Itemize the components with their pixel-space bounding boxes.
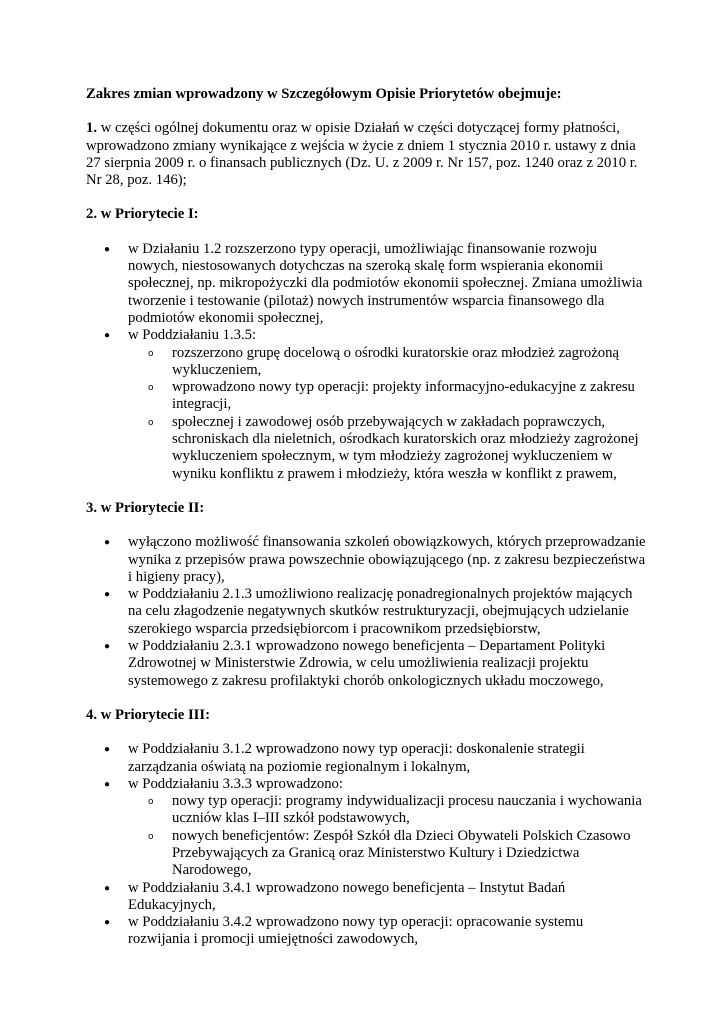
document-title: Zakres zmian wprowadzony w Szczegółowym Opisie Priorytetów obejmuje:: [86, 86, 562, 102]
section-4-heading: 4. w Priorytecie III:: [86, 706, 210, 723]
sublist-item-text: nowy typ operacji: programy indywidualizacji procesu nauczania i wychowania uczniów klas I–III szkół podstawowych,: [172, 793, 642, 827]
list-item-text: w Poddziałaniu 2.1.3 umożliwiono realizację ponadregionalnych projektów mających na celu złagodzenie negatywnych skutków restrukturyzacji, obejmujących udzielanie szerokiego wsparcia przedsiębiorcom i pracownikom przedsiębiorstw,: [128, 586, 633, 637]
list-item-text: w Poddziałaniu 3.4.2 wprowadzono nowy typ operacji: opracowanie systemu rozwijania i promocji umiejętności zawodowych,: [128, 914, 584, 948]
section-2-heading: 2. w Priorytecie I:: [86, 206, 199, 223]
section-2-list: [86, 241, 646, 483]
list-item: [86, 880, 646, 915]
section-4-list: [86, 741, 646, 949]
bullet-icon: ●: [104, 243, 111, 255]
section-4-sublist: [128, 793, 646, 879]
list-item: [86, 741, 646, 776]
circle-bullet-icon: o: [148, 417, 154, 428]
list-item-text: w Działaniu 1.2 rozszerzono typy operacji, umożliwiając finansowanie rozwoju nowych, niestosowanych dotychczas na szeroką skalę form wspierania ekonomii społecznej, np. mikropożyczki dla podmiotów ekonomii społecznej. Zmiana umożliwia tworzenie i testowanie (pilotaż) nowych instrumentów wsparcia finansowego dla podmiotów ekonomii społecznej,: [128, 240, 643, 326]
sublist-item: [128, 379, 646, 414]
sublist-item: [128, 345, 646, 380]
sublist-item-text: nowych beneficjentów: Zespół Szkół dla Dzieci Obywateli Polskich Czasowo Przebywających za Granicą oraz Ministerstwo Kultury i Dziedzictwa Narodowego,: [172, 827, 631, 879]
document-page: [86, 86, 646, 949]
sublist-item-text: wprowadzono nowy typ operacji: projekty informacyjno-edukacyjne z zakresu integracji,: [172, 379, 635, 413]
bullet-icon: ●: [104, 917, 111, 929]
bullet-icon: ●: [104, 641, 111, 653]
list-item-text: wyłączono możliwość finansowania szkoleń obowiązkowych, których przeprowadzanie wynika z przepisów prawa powszechnie obowiązującego (np. z zakresu bezpieczeństwa i higieny pracy),: [128, 534, 646, 585]
sublist-item: [128, 793, 646, 828]
sublist-item: [128, 828, 646, 880]
circle-bullet-icon: o: [148, 383, 154, 394]
list-item-text: w Poddziałaniu 3.3.3 wprowadzono:: [128, 775, 343, 792]
circle-bullet-icon: o: [148, 348, 154, 359]
bullet-icon: ●: [104, 330, 111, 342]
bullet-icon: ●: [104, 882, 111, 894]
list-item: [86, 327, 646, 483]
bullet-icon: ●: [104, 744, 111, 756]
sublist-item-text: rozszerzono grupę docelową o ośrodki kuratorskie oraz młodzież zagrożoną wykluczeniem,: [172, 344, 619, 378]
list-item-text: w Poddziałaniu 2.3.1 wprowadzono nowego beneficjenta – Departament Polityki Zdrowotnej w Ministerstwie Zdrowia, w celu umożliwienia realizacji projektu systemowego z zakresu profilaktyki chorób onkologicznych układu moczowego,: [128, 638, 606, 689]
list-item: [86, 586, 646, 638]
list-item: [86, 241, 646, 327]
section-3-list: [86, 534, 646, 690]
sublist-item: [128, 414, 646, 483]
paragraph-1-number: 1.: [86, 120, 98, 137]
list-item: [86, 638, 646, 690]
circle-bullet-icon: o: [148, 797, 154, 808]
list-item: [86, 914, 646, 949]
list-item: [86, 534, 646, 586]
sublist-item-text: społecznej i zawodowej osób przebywających w zakładach poprawczych, schroniskach dla nieletnich, ośrodkach kuratorskich oraz młodzieży zagrożonej wykluczeniem społecznym, w tym młodzieży zagrożonej wykluczeniem w wyniku konfliktu z prawem i młodzieży, która weszła w konflikt z prawem,: [172, 413, 639, 482]
paragraph-1-text: w części ogólnej dokumentu oraz w opisie Działań w części dotyczącej formy płatności, wprowadzono zmiany wynikające z wejścia w życie z dniem 1 stycznia 2010 r. ustawy z dnia 27 sierpnia 2009 r. o finansach publicznych (Dz. U. z 2009 r. Nr 157, poz. 1240 oraz z 2010 r. Nr 28, poz. 146);: [86, 120, 638, 189]
bullet-icon: ●: [104, 589, 111, 601]
bullet-icon: ●: [104, 537, 111, 549]
bullet-icon: ●: [104, 778, 111, 790]
section-2-sublist: [128, 345, 646, 483]
circle-bullet-icon: o: [148, 831, 154, 842]
paragraph-1: [86, 120, 646, 189]
list-item-text: w Poddziałaniu 1.3.5:: [128, 327, 257, 344]
list-item: [86, 776, 646, 880]
list-item-text: w Poddziałaniu 3.4.1 wprowadzono nowego beneficjenta – Instytut Badań Edukacyjnych,: [128, 879, 566, 913]
section-3-heading: 3. w Priorytecie II:: [86, 499, 205, 516]
list-item-text: w Poddziałaniu 3.1.2 wprowadzono nowy typ operacji: doskonalenie strategii zarządzania oświatą na poziomie regionalnym i lokalnym,: [128, 741, 585, 775]
